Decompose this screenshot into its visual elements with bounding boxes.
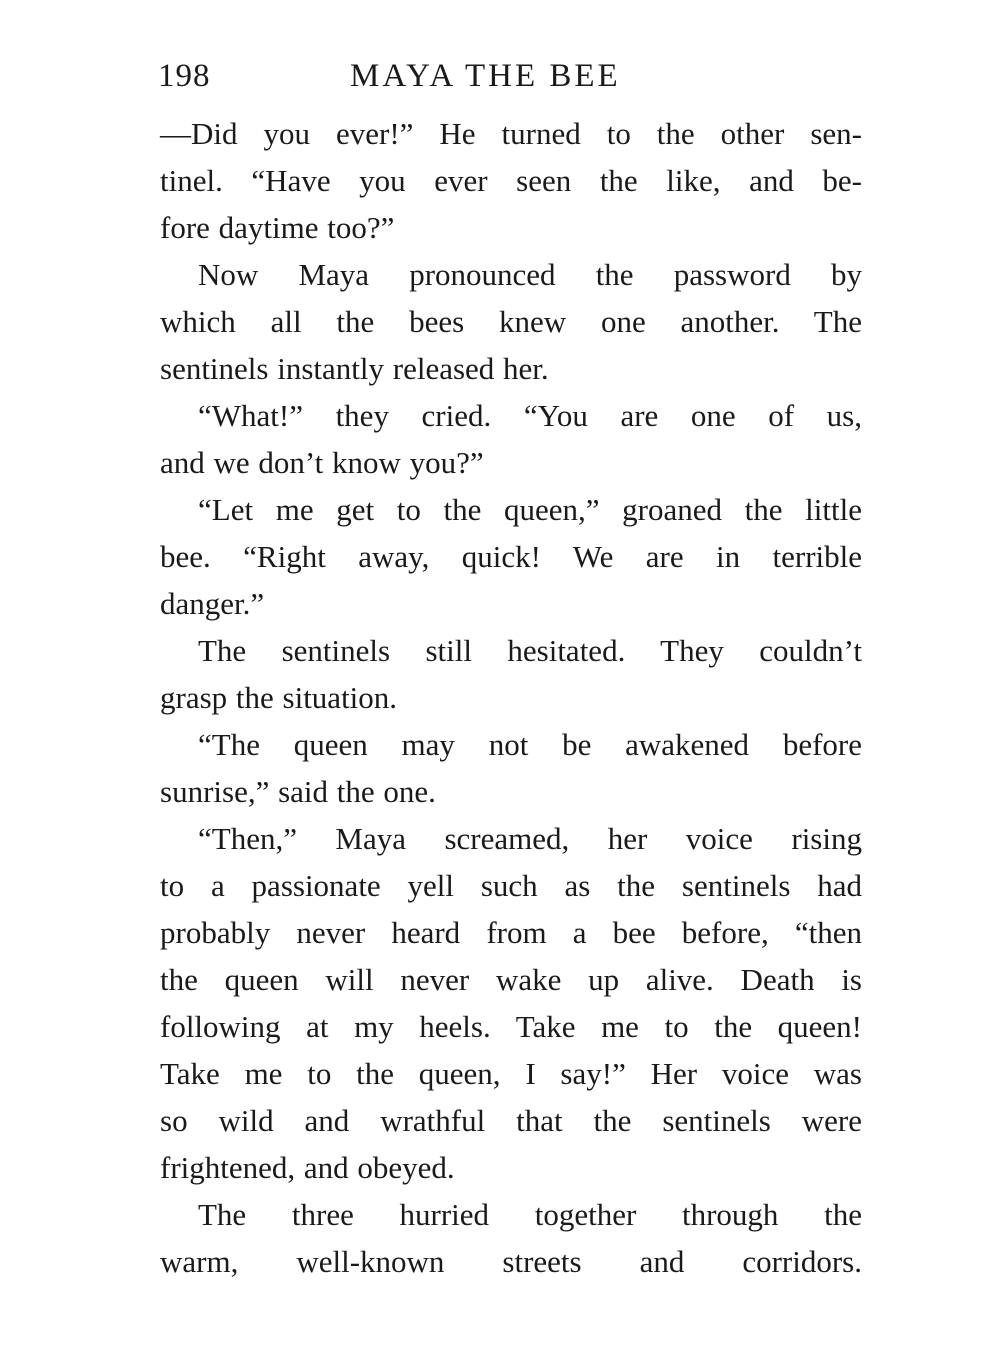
text-line: —Did you ever!” He turned to the other sen- <box>160 116 862 151</box>
text-line: danger.” <box>160 586 265 621</box>
text-line: bee. “Right away, quick! We are in terrible <box>160 539 862 574</box>
text-line: so wild and wrathful that the sentinels were <box>160 1103 862 1138</box>
running-head <box>158 58 858 102</box>
text-line: sunrise,” said the one. <box>160 774 436 809</box>
text-line: Take me to the queen, I say!” Her voice was <box>160 1056 862 1091</box>
text-line: sentinels instantly released her. <box>160 351 549 386</box>
text-line: Now Maya pronounced the password by <box>198 257 862 292</box>
text-line: frightened, and obeyed. <box>160 1150 455 1185</box>
text-line: “Then,” Maya screamed, her voice rising <box>198 821 862 856</box>
text-line: “Let me get to the queen,” groaned the little <box>198 492 862 527</box>
text-line: fore daytime too?” <box>160 210 395 245</box>
text-line: probably never heard from a bee before, “then <box>160 915 862 950</box>
body-text <box>160 110 862 1285</box>
text-line: which all the bees knew one another. The <box>160 304 862 339</box>
text-line: The three hurried together through the <box>198 1197 862 1232</box>
text-line: following at my heels. Take me to the queen! <box>160 1009 862 1044</box>
text-line: “The queen may not be awakened before <box>198 727 862 762</box>
text-line: warm, well-known streets and corridors. <box>160 1244 862 1279</box>
text-line: The sentinels still hesitated. They couldn’t <box>198 633 862 668</box>
text-line: tinel. “Have you ever seen the like, and be- <box>160 163 862 198</box>
running-title: MAYA THE BEE <box>350 58 621 94</box>
text-line: “What!” they cried. “You are one of us, <box>198 398 862 433</box>
text-line: grasp the situation. <box>160 680 398 715</box>
text-line: to a passionate yell such as the sentinels had <box>160 868 862 903</box>
text-line: the queen will never wake up alive. Death is <box>160 962 862 997</box>
text-line: and we don’t know you?” <box>160 445 484 480</box>
page-number: 198 <box>158 58 211 94</box>
